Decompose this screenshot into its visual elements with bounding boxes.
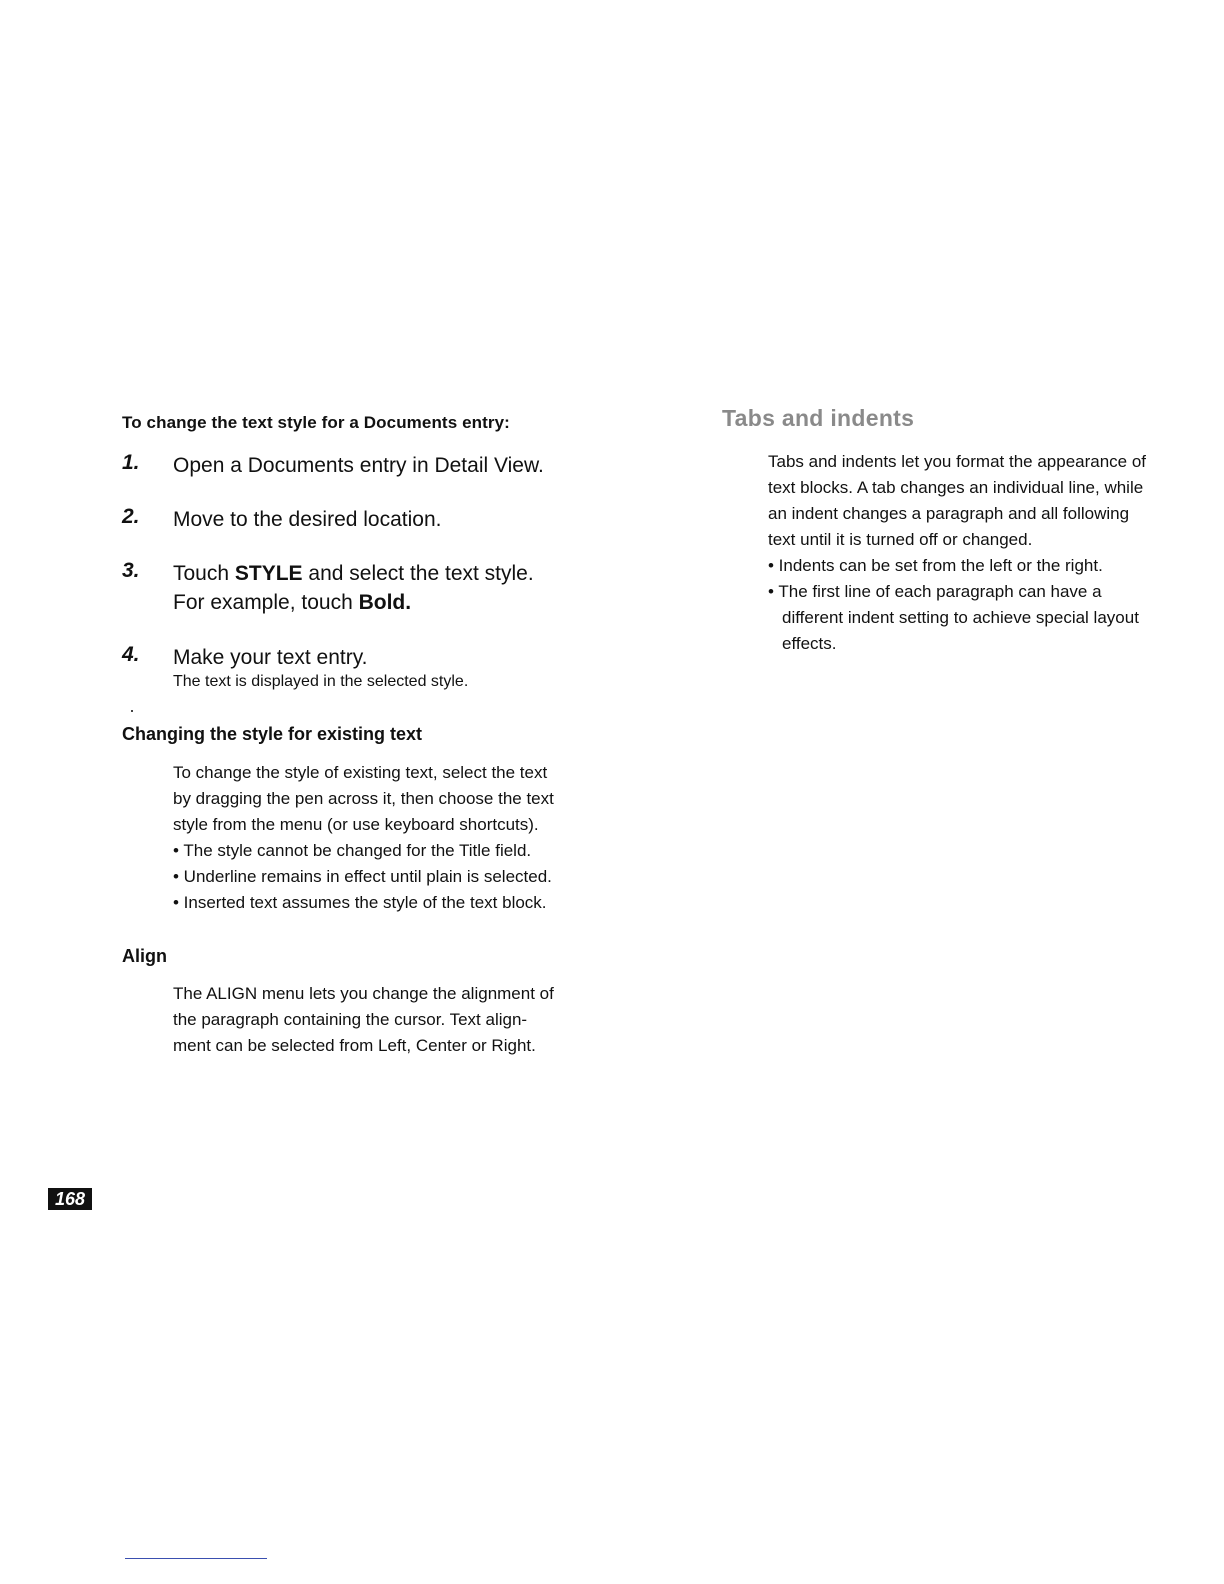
bullet-item: • Underline remains in effect until plain is selected. (173, 867, 552, 886)
body-line: the paragraph containing the cursor. Text align- (173, 1010, 528, 1029)
bullet-item: • The first line of each paragraph can have a (768, 582, 1102, 601)
step-text (173, 559, 534, 617)
step-number: 4. (122, 643, 140, 666)
bullet-continuation: effects. (782, 634, 837, 653)
bullet-item: • Indents can be set from the left or the right. (768, 556, 1103, 575)
changing-style-body (173, 760, 554, 916)
align-heading: Align (122, 946, 167, 966)
body-line: text until it is turned off or changed. (768, 530, 1033, 549)
bottom-rule (125, 1558, 267, 1559)
body-line: text blocks. A tab changes an individual line, while (768, 478, 1144, 497)
bullet-item: • The style cannot be changed for the Title field. (173, 841, 532, 860)
body-line: The ALIGN menu lets you change the alignment of (173, 984, 554, 1003)
tabs-indents-heading: Tabs and indents (722, 405, 915, 431)
bullet-continuation: different indent setting to achieve special layout (782, 608, 1139, 627)
body-line: ment can be selected from Left, Center or Right. (173, 1036, 536, 1055)
step-text-pre: Touch (173, 562, 235, 585)
style-keyword: STYLE (234, 562, 303, 585)
step-note: The text is displayed in the selected style. (173, 673, 469, 690)
scan-dot (131, 710, 133, 712)
step-text: Open a Documents entry in Detail View. (173, 454, 544, 477)
step-text: Move to the desired location. (173, 508, 442, 531)
changing-style-heading: Changing the style for existing text (122, 724, 423, 744)
align-body (173, 981, 554, 1059)
step-number: 1. (122, 451, 140, 474)
body-line: by dragging the pen across it, then choose the text (173, 789, 554, 808)
step-number: 2. (122, 505, 140, 528)
body-line: style from the menu (or use keyboard shortcuts). (173, 815, 539, 834)
procedure-heading: To change the text style for a Documents entry: (122, 413, 510, 432)
bullet-item: • Inserted text assumes the style of the text block. (173, 893, 547, 912)
body-line: Tabs and indents let you format the appearance of (768, 452, 1147, 471)
body-line: To change the style of existing text, select the text (173, 763, 548, 782)
bold-keyword: Bold. (358, 591, 412, 614)
step-number: 3. (122, 559, 140, 582)
page-number: 168 (48, 1188, 92, 1210)
body-line: an indent changes a paragraph and all following (768, 504, 1130, 523)
step-text-post: and select the text style. (302, 562, 534, 585)
example-text: For example, touch (173, 591, 359, 614)
step-text: Make your text entry. (173, 646, 368, 669)
tabs-indents-body (768, 449, 1146, 657)
